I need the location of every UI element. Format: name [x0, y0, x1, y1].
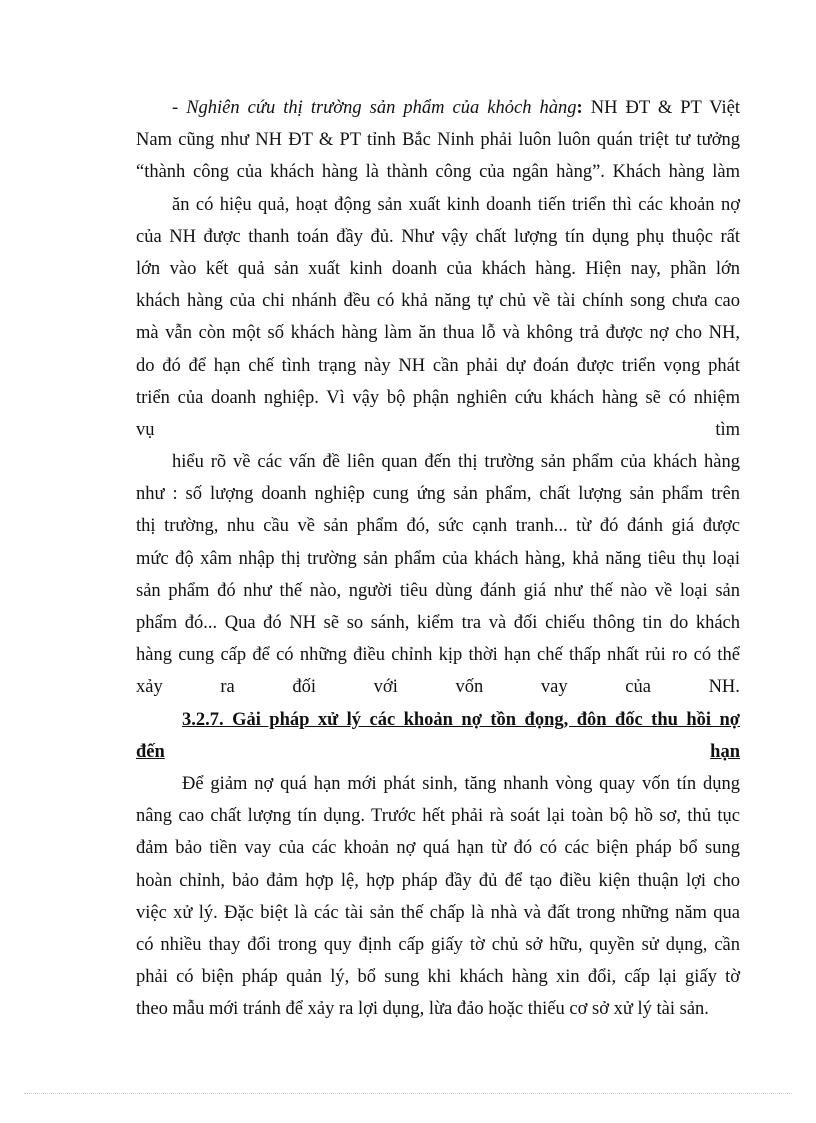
lead-dash: - — [172, 98, 187, 118]
section-heading-line-1: 3.2.7. Gải pháp xử lý các khoản nợ tồn đọng, đôn đốc thu hồi nợ — [182, 709, 740, 730]
split-word-left: vụ — [136, 419, 155, 440]
spread-word: của — [625, 677, 651, 698]
paragraph-2-line: khách hàng của chi nhánh đều có khả năng tự chủ về tài chính song chưa cao — [136, 291, 740, 312]
section-heading-line-2 — [136, 736, 740, 768]
paragraph-3-line: như : số lượng doanh nghiệp cung ứng sản phẩm, chất lượng sản phẩm trên — [136, 484, 740, 505]
heading-word-left: đến — [136, 741, 165, 762]
lead-italic-phrase: Nghiên cứu thị trường sản phẩm của khỏch hàng — [186, 98, 577, 118]
paragraph-3-line: thị trường, nhu cầu về sản phẩm đó, sức cạnh tranh... từ đó đánh giá được — [136, 516, 740, 537]
paragraph-2-line: ăn có hiệu quả, hoạt động sản xuất kinh doanh tiến triển thì các khoản nợ — [172, 194, 740, 215]
line-1-rest: NH ĐT & PT Việt — [582, 98, 740, 118]
split-word-right: tìm — [715, 419, 740, 440]
paragraph-3-line: hiểu rõ về các vấn đề liên quan đến thị trường sản phẩm của khách hàng — [172, 452, 740, 473]
spread-word: với — [373, 677, 398, 698]
paragraph-2-line: triển của doanh nghiệp. Vì vậy bộ phận nghiên cứu khách hàng sẽ có nhiệm — [136, 387, 740, 408]
paragraph-3-line: mức độ xâm nhập thị trường sản phẩm của khách hàng, khả năng tiêu thụ loại — [136, 548, 740, 569]
spread-word: vay — [540, 677, 568, 698]
paragraph-2-line: của NH được thanh toán đầy đủ. Như vậy chất lượng tín dụng phụ thuộc rất — [136, 226, 740, 247]
spread-word: đối — [292, 677, 317, 698]
paragraph-4-line: phải có biện pháp quản lý, bổ sung khi khách hàng xin đổi, cấp lại giấy tờ — [136, 967, 740, 988]
paragraph-3-line: hàng cung cấp để có những điều chỉnh kịp thời hạn chế thấp nhất rủi ro có thể — [136, 645, 740, 666]
paragraph-4-last-line: theo mẫu mới tránh để xảy ra lợi dụng, lừa đảo hoặc thiếu cơ sở xử lý tài sản. — [136, 999, 709, 1020]
heading-word-right: hạn — [710, 741, 740, 762]
spread-word: vốn — [455, 677, 484, 698]
page-bottom-dotted-rule — [24, 1093, 792, 1094]
lead-colon: : — [576, 98, 583, 118]
paragraph-2-line: lớn vào kết quả sản xuất kinh doanh của khách hàng. Hiện nay, phần lớn — [136, 258, 740, 279]
paragraph-1-line-2: Nam cũng như NH ĐT & PT tỉnh Bắc Ninh phải luôn luôn quán triệt tư tưởng — [136, 130, 740, 151]
paragraph-4-line: có nhiều thay đổi trong quy định cấp giấy tờ chủ sở hữu, quyền sử dụng, cần — [136, 934, 740, 955]
paragraph-3-line: sản phẩm đó như thế nào, người tiêu dùng đánh giá như thế nào về loại sản — [136, 580, 740, 601]
document-page — [136, 92, 740, 1025]
paragraph-4-line: hoàn chỉnh, bảo đảm hợp lệ, hợp pháp đầy đủ để tạo điều kiện thuận lợi cho — [136, 870, 740, 891]
spread-word: ra — [220, 677, 235, 698]
paragraph-2-split-line — [136, 414, 740, 446]
paragraph-4-line: Để giảm nợ quá hạn mới phát sinh, tăng nhanh vòng quay vốn tín dụng — [182, 773, 740, 794]
paragraph-4-line: đảm bảo tiền vay của các khoản nợ quá hạn từ đó có các biện pháp bổ sung — [136, 838, 740, 859]
paragraph-3-spread-line — [136, 671, 740, 703]
spread-word: NH. — [708, 677, 740, 698]
paragraph-1-line-3: “thành công của khách hàng là thành công của ngân hàng”. Khách hàng làm — [136, 162, 740, 183]
paragraph-4-line: việc xử lý. Đặc biệt là các tài sản thế chấp là nhà và đất trong những năm qua — [136, 902, 740, 923]
paragraph-2-line: mà vẫn còn một số khách hàng làm ăn thua lỗ và không trả được nợ cho NH, — [136, 323, 740, 344]
paragraph-4-line: nâng cao chất lượng tín dụng. Trước hết phải rà soát lại toàn bộ hồ sơ, thủ tục — [136, 806, 740, 827]
spread-word: xảy — [136, 677, 163, 698]
paragraph-2-line: do đó để hạn chế tình trạng này NH cần phải dự đoán được triển vọng phát — [136, 355, 740, 376]
paragraph-1-line-1 — [136, 92, 740, 124]
paragraph-3-line: phẩm đó... Qua đó NH sẽ so sánh, kiểm tra và đối chiếu thông tin do khách — [136, 613, 740, 633]
